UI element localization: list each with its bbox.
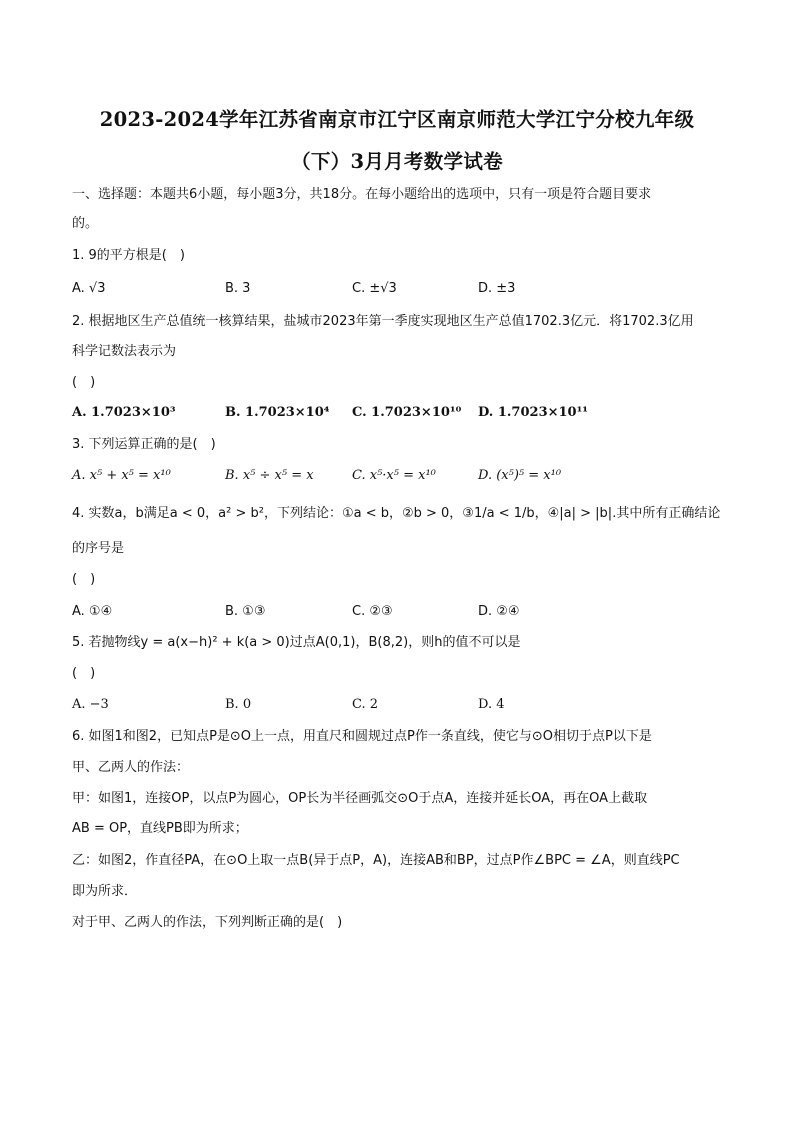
question-3-option-d: D. (x⁵)⁵ = x¹⁰ [478, 468, 562, 483]
question-5-text: 5. 若抛物线y = a(x−h)² + k(a > 0)过点A(0,1)，B(8,2)，则h的值不可以是 [72, 635, 521, 650]
question-4-text: 4. 实数a，b满足a < 0，a² > b²，下列结论：①a < b，②b > 0，③1/a < 1/b，④|a| > |b|.其中所有正确结论 [72, 506, 721, 521]
question-1-option-b: B. 3 [225, 281, 251, 296]
section-heading-cont: 的。 [72, 216, 99, 231]
question-3-option-a: A. x⁵ + x⁵ = x¹⁰ [72, 468, 171, 483]
question-4-option-a: A. ①④ [72, 604, 113, 619]
question-3-option-c: C. x⁵·x⁵ = x¹⁰ [352, 468, 436, 483]
question-2-option-d: D. 1.7023×10¹¹ [478, 405, 588, 420]
question-2-option-c: C. 1.7023×10¹⁰ [352, 405, 462, 420]
question-5-option-a: A. −3 [72, 697, 109, 712]
question-6-method-jia: 甲：如图1，连接OP，以点P为圆心，OP长为半径画弧交⊙O于点A，连接并延长OA，再在OA上截取 [72, 791, 648, 806]
question-6-method-jia-cont: AB = OP，直线PB即为所求； [72, 821, 248, 836]
question-2-option-b: B. 1.7023×10⁴ [225, 405, 330, 420]
question-1-text: 1. 9的平方根是( ) [72, 248, 185, 263]
question-6-text-cont: 甲、乙两人的作法： [72, 760, 190, 775]
question-2-text: 2. 根据地区生产总值统一核算结果，盐城市2023年第一季度实现地区生产总值1702.3亿元．将1702.3亿用 [72, 314, 694, 329]
question-4-text-cont: 的序号是 [72, 541, 125, 556]
question-3-text: 3. 下列运算正确的是( ) [72, 437, 216, 452]
question-6-prompt: 对于甲、乙两人的作法，下列判断正确的是( ) [72, 915, 343, 930]
question-2-paren: ( ) [72, 375, 96, 390]
question-2-text-cont: 科学记数法表示为 [72, 344, 177, 359]
question-1-option-d: D. ±3 [478, 281, 516, 296]
question-1-option-c: C. ±√3 [352, 281, 397, 296]
question-6-text: 6. 如图1和图2，已知点P是⊙O上一点，用直尺和圆规过点P作一条直线，使它与⊙O相切于点P以下是 [72, 729, 652, 744]
question-3-option-b: B. x⁵ ÷ x⁵ = x [225, 468, 314, 483]
question-5-option-b: B. 0 [225, 697, 252, 712]
question-5-option-d: D. 4 [478, 697, 505, 712]
question-4-option-b: B. ①③ [225, 604, 266, 619]
question-2-option-a: A. 1.7023×10³ [72, 405, 176, 420]
question-1-option-a: A. √3 [72, 281, 106, 296]
exam-title-line-1: 2023-2024学年江苏省南京市江宁区南京师范大学江宁分校九年级 [99, 108, 695, 131]
question-4-paren: ( ) [72, 572, 96, 587]
question-4-option-c: C. ②③ [352, 604, 393, 619]
question-5-paren: ( ) [72, 666, 96, 681]
exam-title-line-2: （下）3月月考数学试卷 [291, 150, 503, 173]
question-5-option-c: C. 2 [352, 697, 379, 712]
question-6-method-yi: 乙：如图2，作直径PA，在⊙O上取一点B(异于点P，A)，连接AB和BP，过点P作∠BPC = ∠A，则直线PC [72, 853, 680, 868]
section-heading: 一、选择题：本题共6小题，每小题3分，共18分。在每小题给出的选项中，只有一项是符合题目要求 [72, 187, 652, 202]
question-6-method-yi-cont: 即为所求． [72, 884, 138, 899]
question-4-option-d: D. ②④ [478, 604, 520, 619]
